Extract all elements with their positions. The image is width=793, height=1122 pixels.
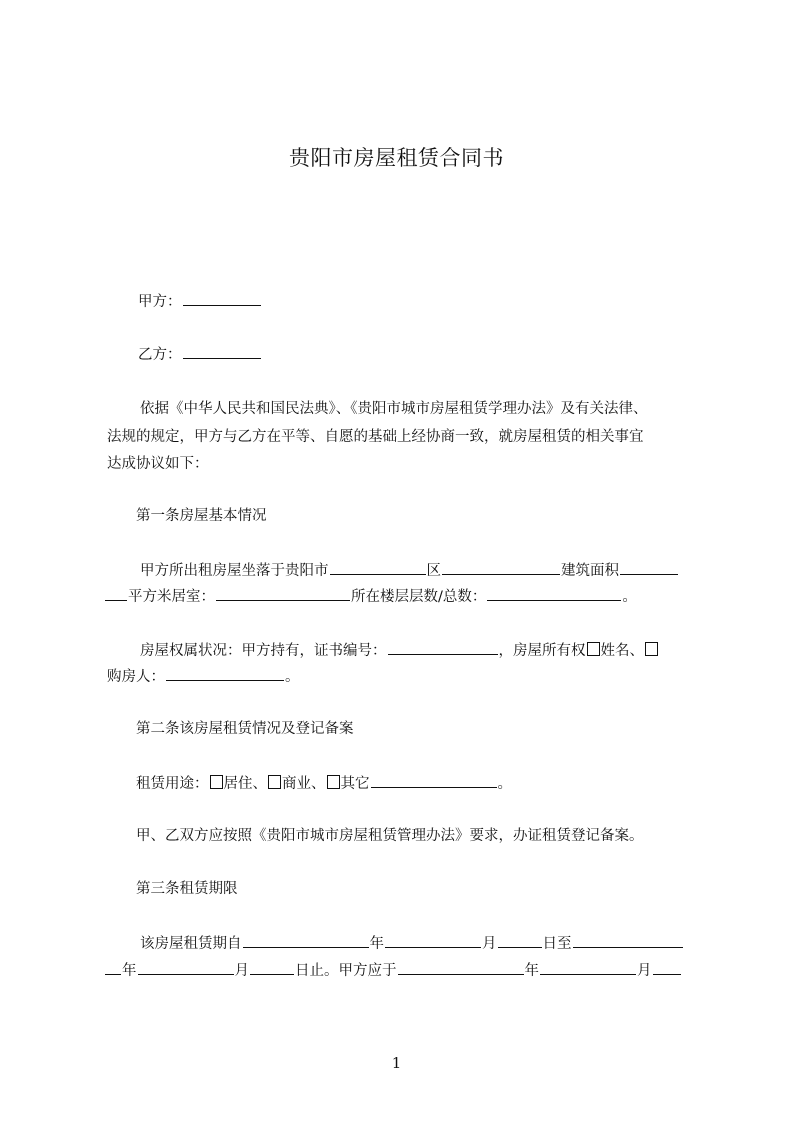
- rooms-blank[interactable]: [216, 586, 350, 601]
- floor-label: 所在楼层层数/总数：: [351, 589, 487, 605]
- area-blank-2[interactable]: [105, 586, 127, 601]
- article-3-heading: 第三条租赁期限: [136, 881, 238, 897]
- city-blank[interactable]: [330, 560, 426, 575]
- start-day-blank[interactable]: [498, 933, 542, 948]
- ownership-prefix: 房屋权属状况：甲方持有，证书编号：: [140, 643, 387, 659]
- end-month-label: 月: [234, 963, 249, 979]
- delivery-day-blank[interactable]: [653, 960, 681, 975]
- area-blank-1[interactable]: [620, 560, 678, 575]
- delivery-month-blank[interactable]: [540, 960, 636, 975]
- day-end-label: 日止。甲方应于: [295, 963, 397, 979]
- party-a-label: 甲方：: [138, 294, 182, 310]
- start-month-blank[interactable]: [385, 933, 481, 948]
- article-2-heading: 第二条该房屋租赁情况及登记备案: [136, 721, 354, 737]
- residential-checkbox[interactable]: [210, 775, 223, 789]
- document-title: 贵阳市房屋租赁合同书: [289, 146, 504, 170]
- registration-line: 甲、乙双方应按照《贵阳市城市房屋租赁管理办法》要求，办证租赁登记备案。: [136, 828, 644, 844]
- article-1-heading: 第一条房屋基本情况: [136, 508, 267, 524]
- intro-line-2: 法规的规定，甲方与乙方在平等、自愿的基础上经协商一致，就房屋租赁的相关事宜: [107, 429, 644, 445]
- unit-label: 平方米居室：: [128, 589, 215, 605]
- usage-end: 。: [497, 776, 512, 792]
- party-a-line: [0, 291, 793, 312]
- party-b-line: [0, 344, 793, 365]
- buyer-blank[interactable]: [166, 666, 284, 681]
- intro-line-3: 达成协议如下：: [107, 456, 209, 472]
- end-day-blank[interactable]: [250, 960, 294, 975]
- start-year-blank[interactable]: [243, 933, 369, 948]
- floor-blank[interactable]: [487, 586, 621, 601]
- ownership-line: [0, 640, 793, 661]
- term-line-1: [0, 933, 793, 954]
- day-to-label: 日至: [542, 936, 572, 952]
- area-label: 建筑面积: [561, 563, 619, 579]
- buyer-checkbox[interactable]: [645, 642, 658, 656]
- article-1-area-line: [0, 586, 793, 607]
- end-month-blank[interactable]: [138, 960, 234, 975]
- delivery-year-label: 年: [524, 963, 539, 979]
- area-line-end: 。: [622, 589, 637, 605]
- end-year-blank-2[interactable]: [105, 960, 121, 975]
- certificate-blank[interactable]: [388, 640, 498, 655]
- usage-line: [0, 773, 793, 794]
- party-b-label: 乙方：: [138, 347, 182, 363]
- intro-line-1: 依据《中华人民共和国民法典》、《贵阳市城市房屋租赁学理办法》及有关法律、: [140, 401, 648, 417]
- location-prefix: 甲方所出租房屋坐落于贵阳市: [140, 563, 329, 579]
- commercial-checkbox[interactable]: [268, 775, 281, 789]
- term-line-2: [0, 960, 793, 981]
- district-blank[interactable]: [442, 560, 560, 575]
- buyer-end: 。: [285, 669, 300, 685]
- other-checkbox[interactable]: [327, 775, 340, 789]
- party-b-blank[interactable]: [183, 344, 261, 359]
- usage-label: 租赁用途：: [136, 776, 209, 792]
- usage-other: 其它: [340, 776, 370, 792]
- owner-label: ，房屋所有权: [498, 643, 586, 659]
- article-1-location-line: [0, 560, 793, 581]
- end-year-blank-1[interactable]: [573, 933, 683, 948]
- district-label: 区: [426, 563, 441, 579]
- delivery-year-blank[interactable]: [398, 960, 524, 975]
- party-a-blank[interactable]: [183, 291, 261, 306]
- usage-other-blank[interactable]: [371, 773, 497, 788]
- usage-commercial: 商业、: [282, 776, 326, 792]
- buyer-line: [0, 666, 793, 687]
- delivery-month-label: 月: [637, 963, 652, 979]
- buyer-label: 购房人：: [107, 669, 165, 685]
- end-year-label: 年: [122, 963, 137, 979]
- owner-name-checkbox[interactable]: [587, 642, 600, 656]
- start-month-label: 月: [482, 936, 497, 952]
- term-prefix: 该房屋租赁期自: [140, 936, 242, 952]
- start-year-label: 年: [369, 936, 384, 952]
- owner-name-text: 姓名、: [600, 643, 644, 659]
- page-number: 1: [391, 1054, 402, 1072]
- usage-residential: 居住、: [223, 776, 267, 792]
